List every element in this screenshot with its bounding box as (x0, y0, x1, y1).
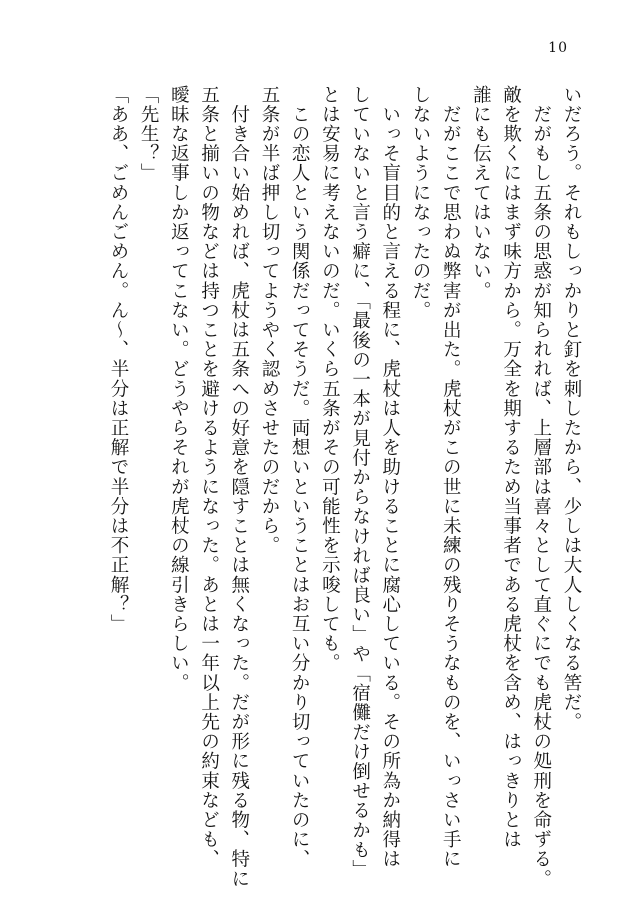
page-number: 10 (548, 40, 568, 56)
text-line: 敵を欺くにはまず味方から。万全を期するため当事者である虎杖を含め、はっきりとは (500, 85, 522, 850)
dialogue-line: 「先生？」 (138, 85, 160, 183)
text-line: とは安易に考えないのだ。いくら五条がその可能性を示唆しても。 (319, 85, 341, 673)
text-line: していないと言う癖に、「最後の一本が見付からなければ良い」や「宿儺だけ倒せるかも」 (349, 85, 371, 880)
text-line: しないようになったのだ。 (409, 85, 431, 321)
text-line: 五条が半ば押し切ってようやく認めさせたのだから。 (258, 85, 280, 556)
text-line: だがもし五条の思惑が知られれば、上層部は喜々として直ぐにでも虎杖の処刑を命ずる。 (530, 85, 552, 889)
dialogue-line: 「ああ、ごめんごめん。ん～、半分は正解で半分は不正解？」 (107, 85, 129, 634)
text-line: いだろう。それもしっかりと釘を刺したから、少しは大人しくなる筈だ。 (561, 85, 582, 732)
body-text (103, 85, 586, 889)
text-line: 五条と揃いの物などは持つことを避けるようになった。あとは一年以上先の約束なども、 (198, 85, 220, 869)
text-line: 付き合い始めれば、虎杖は五条への好意を隠すことは無くなった。だが形に残る物、特に (228, 85, 250, 889)
text-line: 誰にも伝えてはいない。 (470, 85, 492, 301)
text-line: だがここで思わぬ弊害が出た。虎杖がこの世に未練の残りそうなものを、いっさい手に (440, 85, 462, 869)
text-line: 曖昧な返事しか返ってこない。どうやらそれが虎杖の線引きらしい。 (168, 85, 190, 693)
text-line: この恋人という関係だってそうだ。両想いということはお互い分かり切っていたのに、 (289, 85, 311, 869)
text-line: いっそ盲目的と言える程に、虎杖は人を助けることに腐心している。その所為か納得は (379, 85, 401, 869)
